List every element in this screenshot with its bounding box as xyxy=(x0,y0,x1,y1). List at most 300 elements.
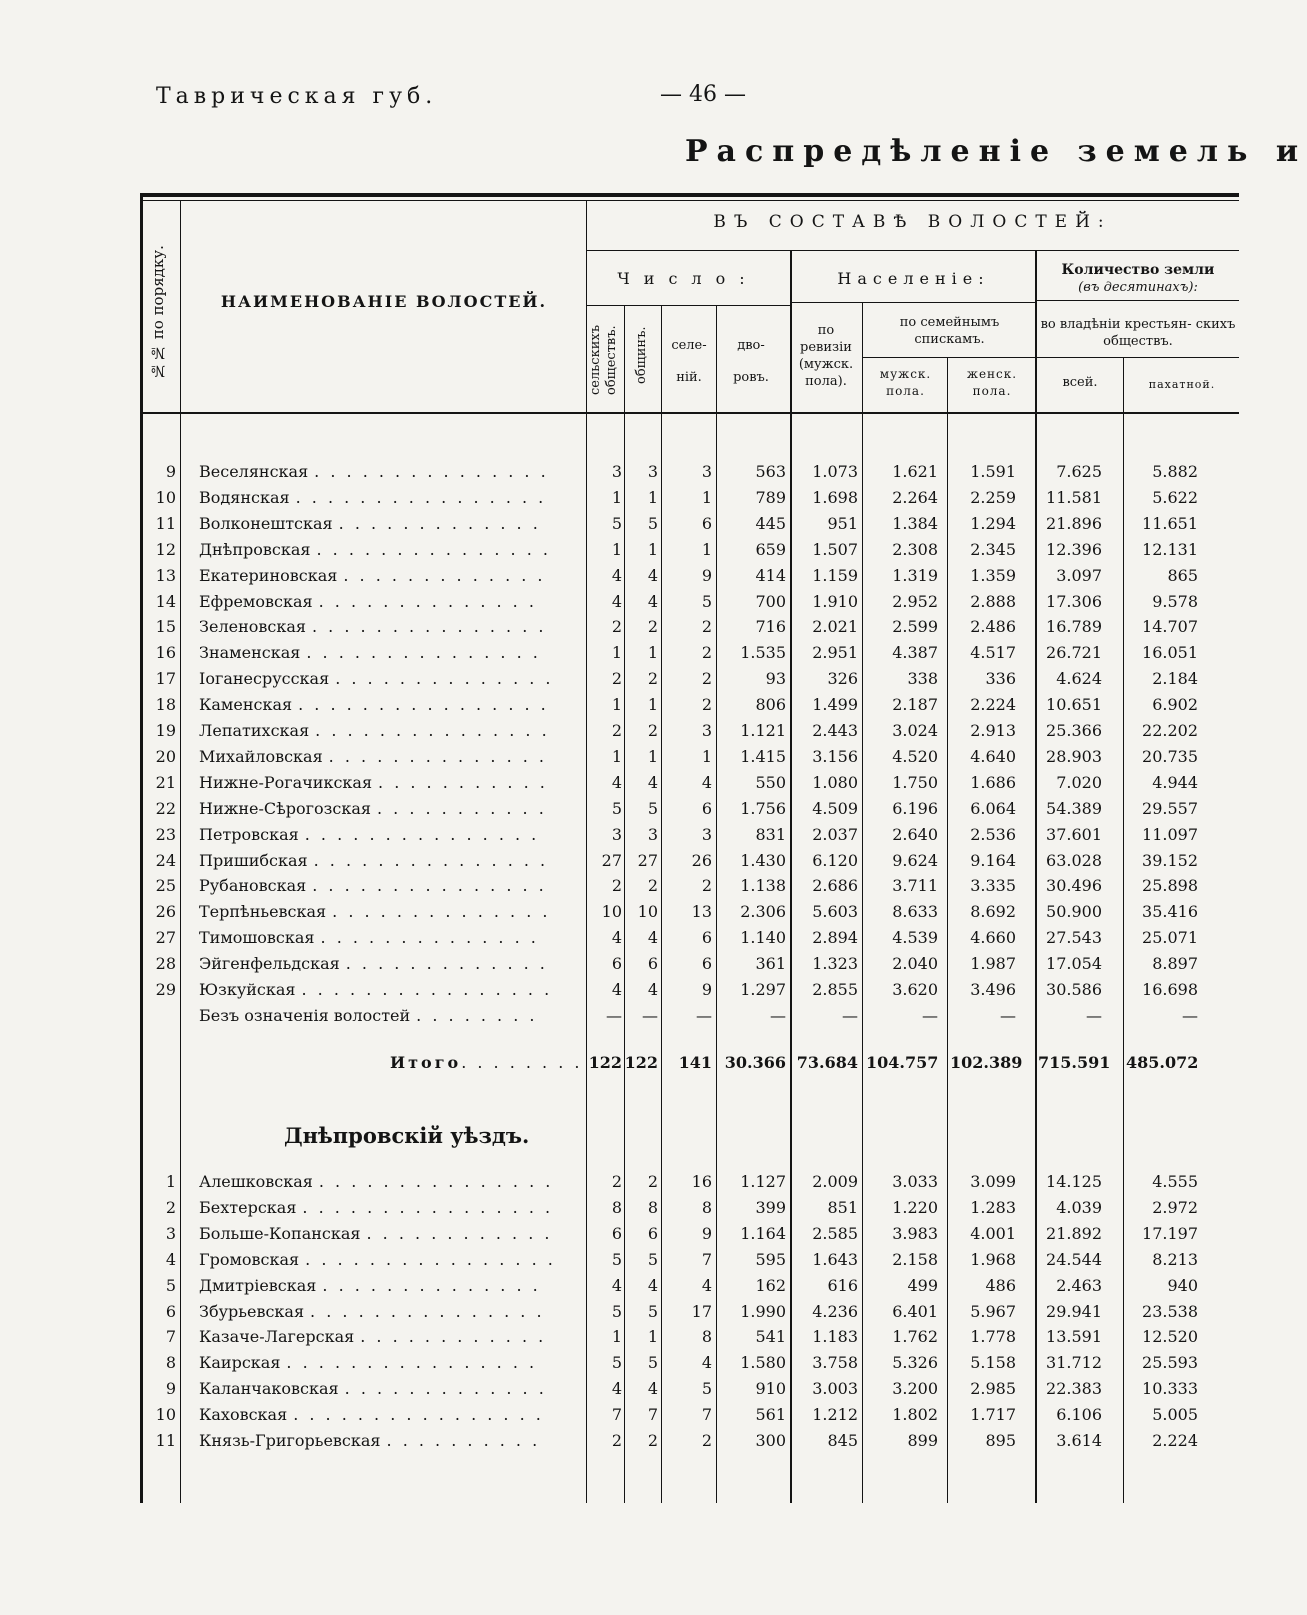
cell-vs: 2.463 xyxy=(1056,1275,1102,1295)
cell-so: 3 xyxy=(611,824,622,844)
table-row xyxy=(146,872,1239,898)
cell-m: 499 xyxy=(907,1275,938,1295)
volost-name xyxy=(199,514,579,533)
table-row xyxy=(146,639,1239,665)
cell-dv: 700 xyxy=(755,591,786,611)
cell-se: 2 xyxy=(701,695,712,715)
cell-so: 7 xyxy=(611,1405,622,1425)
leader-dots: . . . . . . . . . . . . . xyxy=(345,954,548,974)
cell-se: 3 xyxy=(701,462,712,481)
cell-pa: 10.333 xyxy=(1142,1379,1198,1399)
volost-name-text: Екатериновская xyxy=(199,565,338,585)
volost-name xyxy=(199,1431,579,1450)
cell-z: 4.640 xyxy=(970,746,1016,766)
cell-rev: 3.156 xyxy=(812,746,858,766)
cell-vs: 63.028 xyxy=(1046,850,1102,870)
volost-name-text: Лепатихская xyxy=(199,721,310,740)
cell-vs: 54.389 xyxy=(1046,798,1102,818)
row-number: 21 xyxy=(155,772,176,792)
cell-dv: 789 xyxy=(755,487,786,507)
cell-z: 6.064 xyxy=(970,798,1016,818)
cell-ob: 10 xyxy=(637,902,658,922)
total-m: 104.757 xyxy=(866,1053,939,1072)
cell-so: 1 xyxy=(611,1327,622,1347)
table-row xyxy=(146,1002,1239,1028)
cell-ob: 5 xyxy=(647,1249,658,1269)
cell-vs: 4.624 xyxy=(1056,669,1102,689)
cell-vs: 30.496 xyxy=(1046,876,1102,896)
cell-dv: 300 xyxy=(755,1431,786,1450)
volost-name xyxy=(199,1353,579,1372)
cell-so: 1 xyxy=(611,746,622,766)
volost-name xyxy=(199,592,579,611)
cell-dv: 831 xyxy=(755,824,786,844)
cell-ob: 4 xyxy=(647,772,658,792)
naselenie-sub-rule xyxy=(790,302,1035,303)
group-header: ВЪ СОСТАВѢ ВОЛОСТЕЙ: xyxy=(713,212,1112,232)
table-row xyxy=(146,924,1239,950)
cell-dv: 1.297 xyxy=(740,980,786,999)
row-number: 3 xyxy=(165,1223,176,1243)
volost-name-text: Нижне-Сѣрогозская xyxy=(199,798,371,818)
cell-dv: 361 xyxy=(755,954,786,974)
cell-z: 2.913 xyxy=(970,721,1016,740)
cell-z: 8.692 xyxy=(970,902,1016,922)
table-row xyxy=(146,795,1239,821)
cell-m: 899 xyxy=(907,1431,938,1450)
cell-dv: 445 xyxy=(755,513,786,533)
cell-pa: 9.578 xyxy=(1152,591,1198,611)
volost-name xyxy=(199,1250,579,1269)
cell-so: 5 xyxy=(611,798,622,818)
cell-pa: 39.152 xyxy=(1142,850,1198,870)
cell-rev: 1.323 xyxy=(812,954,858,974)
table-top-rule xyxy=(140,193,1239,197)
table-row xyxy=(146,588,1239,614)
cell-se: 1 xyxy=(701,746,712,766)
volost-name-text: Зеленовская xyxy=(199,617,306,637)
cell-so: 4 xyxy=(611,928,622,948)
volost-name xyxy=(199,1276,579,1295)
cell-so: 2 xyxy=(611,876,622,896)
cell-ob: 6 xyxy=(647,954,658,974)
cell-se: 6 xyxy=(701,513,712,533)
volost-name xyxy=(199,1224,579,1243)
table-row xyxy=(146,821,1239,847)
volost-name-text: Петровская xyxy=(199,824,299,844)
col-header-seleniy: селе- ній. xyxy=(671,338,707,385)
cell-z: 4.660 xyxy=(970,928,1016,948)
cell-vs: 13.591 xyxy=(1046,1327,1102,1347)
volost-name xyxy=(199,1379,579,1398)
leader-dots: . . . . . . . . . . . . . . . xyxy=(311,617,547,637)
cell-z: 1.591 xyxy=(970,462,1016,481)
cell-pa: 25.593 xyxy=(1142,1353,1198,1373)
cell-so: 1 xyxy=(611,695,622,715)
col-header-dvorov: дво- ровъ. xyxy=(733,338,769,385)
cell-m: — xyxy=(922,1005,938,1025)
volost-name-text: Терпѣньевская xyxy=(199,902,327,922)
row-number: 29 xyxy=(155,980,176,999)
row-number: 19 xyxy=(155,721,176,740)
cell-vs: 14.125 xyxy=(1046,1172,1102,1191)
cell-rev: 2.585 xyxy=(812,1223,858,1243)
volost-name-text: Каирская xyxy=(199,1353,281,1373)
cell-z: 1.968 xyxy=(970,1249,1016,1269)
cell-m: 8.633 xyxy=(892,902,938,922)
col-header-vo-vladenii: во владѣніи крестьян- скихъ обществъ. xyxy=(1040,317,1236,349)
cell-m: 3.711 xyxy=(892,876,938,896)
cell-dv: 541 xyxy=(755,1327,786,1347)
cell-z: 4.517 xyxy=(970,643,1016,663)
table-row xyxy=(146,1427,1239,1453)
leader-dots: . . . . . . . . . . . . . . xyxy=(318,591,537,611)
cell-z: 2.985 xyxy=(970,1379,1016,1399)
row-number: 24 xyxy=(155,850,176,870)
volost-name xyxy=(199,617,579,636)
leader-dots: . . . . . . . . . . . . . . . xyxy=(314,462,549,481)
col-header-no: №№ по порядку. xyxy=(149,245,167,380)
cell-vs: 31.712 xyxy=(1046,1353,1102,1373)
table-row xyxy=(146,976,1239,1002)
cell-dv: 550 xyxy=(755,772,786,792)
cell-dv: 1.140 xyxy=(740,928,786,948)
cell-rev: 2.021 xyxy=(812,617,858,637)
cell-ob: 1 xyxy=(647,695,658,715)
header-bottom-rule xyxy=(140,412,1239,414)
volost-name-text: Днѣпровская xyxy=(199,539,311,559)
cell-rev: 2.951 xyxy=(812,643,858,663)
row-number: 20 xyxy=(155,746,176,766)
volost-name xyxy=(199,721,579,740)
row-number: 12 xyxy=(155,539,176,559)
cell-se: 6 xyxy=(701,798,712,818)
leader-dots: . . . . . . . . . . . xyxy=(378,772,548,792)
cell-rev: 1.643 xyxy=(812,1249,858,1269)
cell-m: 2.187 xyxy=(892,695,938,715)
cell-pa: 5.005 xyxy=(1152,1405,1198,1425)
volost-name xyxy=(199,902,579,921)
zemlya-unit: (въ десятинахъ): xyxy=(1078,280,1198,295)
cell-pa: 865 xyxy=(1167,565,1198,585)
page-number: — 46 — xyxy=(660,82,746,107)
volost-name-text: Больше-Копанская xyxy=(199,1223,361,1243)
leader-dots: . . . . . . . . . . . . . . . xyxy=(313,850,549,870)
volost-name xyxy=(199,1405,579,1424)
volost-name-text: Веселянская xyxy=(199,462,309,481)
cell-pa: 20.735 xyxy=(1142,746,1198,766)
cell-z: 5.158 xyxy=(970,1353,1016,1373)
cell-ob: 4 xyxy=(647,591,658,611)
row-number: 8 xyxy=(165,1353,176,1373)
cell-z: 1.359 xyxy=(970,565,1016,585)
leader-dots: . . . . . . . . . . . . . . . xyxy=(306,643,541,663)
cell-ob: 2 xyxy=(647,876,658,896)
cell-m: 2.308 xyxy=(892,539,938,559)
volost-name-text: Каменская xyxy=(199,695,293,715)
cell-vs: 24.544 xyxy=(1046,1249,1102,1269)
leader-dots: . . . . . . . . . . . . . . . . xyxy=(298,695,549,715)
table-row xyxy=(146,1323,1239,1349)
cell-rev: 5.603 xyxy=(812,902,858,922)
cell-pa: 2.224 xyxy=(1152,1431,1198,1450)
row-number: 26 xyxy=(155,902,176,922)
row-number: 25 xyxy=(155,876,176,896)
cell-se: 2 xyxy=(701,643,712,663)
volost-name-text: Казаче-Лагерская xyxy=(199,1327,355,1347)
row-number: 15 xyxy=(155,617,176,637)
volost-name xyxy=(199,1006,579,1025)
cell-z: 2.259 xyxy=(970,487,1016,507)
row-number: 5 xyxy=(165,1275,176,1295)
cell-dv: 1.127 xyxy=(740,1172,786,1191)
cell-rev: 6.120 xyxy=(812,850,858,870)
cell-z: 336 xyxy=(985,669,1016,689)
cell-dv: 563 xyxy=(755,462,786,481)
cell-dv: 806 xyxy=(755,695,786,715)
cell-so: 1 xyxy=(611,539,622,559)
volost-name-text: Збурьевская xyxy=(199,1301,305,1321)
total-label xyxy=(390,1053,582,1072)
leader-dots: . . . . . . . . . . . . . . . . xyxy=(301,980,553,999)
cell-rev: 851 xyxy=(827,1197,858,1217)
cell-rev: 4.509 xyxy=(812,798,858,818)
cell-pa: 25.898 xyxy=(1142,876,1198,896)
volost-name xyxy=(199,488,579,507)
cell-vs: 30.586 xyxy=(1046,980,1102,999)
cell-m: 6.196 xyxy=(892,798,938,818)
cell-so: 5 xyxy=(611,513,622,533)
row-number: 11 xyxy=(155,513,176,533)
cell-se: 4 xyxy=(701,772,712,792)
volost-name-text: Каховская xyxy=(199,1405,288,1425)
cell-so: 2 xyxy=(611,1172,622,1191)
cell-vs: 29.941 xyxy=(1046,1301,1102,1321)
cell-ob: — xyxy=(642,1005,658,1025)
row-number: 10 xyxy=(155,1405,176,1425)
leader-dots: . . . . . . . . . . . . . . . xyxy=(318,1172,554,1191)
leader-dots: . . . . . . . . . . . . . . xyxy=(322,1275,541,1295)
table-row xyxy=(146,743,1239,769)
total-dv: 30.366 xyxy=(724,1053,786,1072)
cell-pa: 6.902 xyxy=(1152,695,1198,715)
cell-m: 3.033 xyxy=(892,1172,938,1191)
cell-se: 9 xyxy=(701,565,712,585)
leader-dots: . . . . . . . . . . . . . . . xyxy=(312,876,547,896)
cell-so: 5 xyxy=(611,1353,622,1373)
volost-name-text: Водянская xyxy=(199,487,290,507)
cell-z: 486 xyxy=(985,1275,1016,1295)
cell-so: 4 xyxy=(611,1379,622,1399)
volost-name-text: Бехтерская xyxy=(199,1197,297,1217)
cell-vs: 4.039 xyxy=(1056,1197,1102,1217)
cell-se: 2 xyxy=(701,669,712,689)
leader-dots: . . . . . . . . . . . . . xyxy=(338,513,541,533)
leader-dots: . . . . . . . . . . . . . . . xyxy=(315,721,550,740)
cell-dv: 2.306 xyxy=(740,902,786,922)
row-number: 4 xyxy=(165,1249,176,1269)
cell-se: 5 xyxy=(701,591,712,611)
cell-se: 8 xyxy=(701,1327,712,1347)
total-label-text: Итого xyxy=(390,1053,462,1072)
cell-pa: 35.416 xyxy=(1142,902,1198,922)
cell-so: 5 xyxy=(611,1301,622,1321)
cell-vs: 50.900 xyxy=(1046,902,1102,922)
table-row xyxy=(146,665,1239,691)
cell-pa: 8.897 xyxy=(1152,954,1198,974)
cell-rev: 1.183 xyxy=(812,1327,858,1347)
cell-so: 6 xyxy=(611,954,622,974)
chislo-header: Число: xyxy=(617,269,759,288)
cell-pa: 14.707 xyxy=(1142,617,1198,637)
cell-pa: — xyxy=(1182,1005,1198,1025)
table-top-rule-thin xyxy=(140,200,1239,201)
cell-m: 2.040 xyxy=(892,954,938,974)
leader-dots: . . . . . . . . . . . . . . . xyxy=(304,824,540,844)
cell-m: 1.220 xyxy=(892,1197,938,1217)
cell-ob: 1 xyxy=(647,746,658,766)
cell-vs: 21.896 xyxy=(1046,513,1102,533)
cell-vs: 12.396 xyxy=(1046,539,1102,559)
cell-m: 1.802 xyxy=(892,1405,938,1425)
cell-pa: 4.555 xyxy=(1152,1172,1198,1191)
cell-ob: 5 xyxy=(647,513,658,533)
cell-so: 1 xyxy=(611,487,622,507)
cell-so: 8 xyxy=(611,1197,622,1217)
cell-se: 8 xyxy=(701,1197,712,1217)
cell-so: 2 xyxy=(611,721,622,740)
cell-dv: 1.164 xyxy=(740,1223,786,1243)
total-se: 141 xyxy=(678,1053,712,1072)
volost-name xyxy=(199,695,579,714)
col-header-sel-obshch: сельскихъ обществъ. xyxy=(588,325,619,395)
row-number: 14 xyxy=(155,591,176,611)
cell-rev: 3.758 xyxy=(812,1353,858,1373)
cell-so: 4 xyxy=(611,1275,622,1295)
cell-m: 338 xyxy=(907,669,938,689)
cell-ob: 1 xyxy=(647,487,658,507)
cell-ob: 2 xyxy=(647,721,658,740)
cell-dv: — xyxy=(770,1005,786,1025)
row-number: 23 xyxy=(155,824,176,844)
cell-pa: 5.882 xyxy=(1152,462,1198,481)
cell-ob: 4 xyxy=(647,980,658,999)
cell-se: 13 xyxy=(691,902,712,922)
cell-dv: 162 xyxy=(755,1275,786,1295)
cell-dv: 561 xyxy=(755,1405,786,1425)
cell-rev: 1.080 xyxy=(812,772,858,792)
table-row xyxy=(146,950,1239,976)
group-header-rule xyxy=(586,250,1239,251)
cell-ob: 1 xyxy=(647,539,658,559)
cell-se: 4 xyxy=(701,1275,712,1295)
cell-se: 2 xyxy=(701,876,712,896)
table-row xyxy=(146,717,1239,743)
table-row xyxy=(146,898,1239,924)
cell-m: 4.520 xyxy=(892,746,938,766)
cell-vs: 11.581 xyxy=(1046,487,1102,507)
volost-name-text: Дмитріевская xyxy=(199,1275,317,1295)
cell-ob: 4 xyxy=(647,1275,658,1295)
col-header-muzh: мужск. пола. xyxy=(879,367,932,398)
table-row xyxy=(146,1168,1239,1194)
cell-rev: 2.443 xyxy=(812,721,858,740)
cell-vs: 10.651 xyxy=(1046,695,1102,715)
cell-z: 5.967 xyxy=(970,1301,1016,1321)
cell-dv: 716 xyxy=(755,617,786,637)
row-number: 17 xyxy=(155,669,176,689)
cell-dv: 93 xyxy=(765,669,786,689)
cell-rev: 1.507 xyxy=(812,539,858,559)
cell-se: — xyxy=(696,1005,712,1025)
leader-dots: . . . . . . . . . . . . xyxy=(366,1223,553,1243)
cell-rev: 616 xyxy=(827,1275,858,1295)
cell-pa: 16.698 xyxy=(1142,980,1198,999)
cell-dv: 1.756 xyxy=(740,798,786,818)
zemlya-header: Количество земли xyxy=(1061,262,1215,278)
col-header-po-semeinym: по семейнымъ спискамъ. xyxy=(899,315,1000,347)
table-row xyxy=(146,458,1239,484)
cell-se: 7 xyxy=(701,1249,712,1269)
cell-vs: 22.383 xyxy=(1046,1379,1102,1399)
leader-dots: . . . . . . . . . . . . xyxy=(360,1327,547,1347)
cell-pa: 17.197 xyxy=(1142,1223,1198,1243)
volost-name xyxy=(199,643,579,662)
cell-ob: 8 xyxy=(647,1197,658,1217)
table-row xyxy=(146,536,1239,562)
cell-se: 4 xyxy=(701,1353,712,1373)
leader-dots: . . . . . . . . . . . . . . . . xyxy=(295,487,547,507)
volost-name xyxy=(199,566,579,585)
cell-vs: 3.614 xyxy=(1056,1431,1102,1450)
leader-dots: . . . . . . . . . . . . . . xyxy=(320,928,539,948)
cell-m: 2.264 xyxy=(892,487,938,507)
cell-se: 3 xyxy=(701,824,712,844)
cell-m: 6.401 xyxy=(892,1301,938,1321)
volost-name xyxy=(199,1172,579,1191)
cell-m: 1.762 xyxy=(892,1327,938,1347)
total-dots: . . . . . . . . xyxy=(461,1053,583,1072)
cell-ob: 2 xyxy=(647,617,658,637)
semeinym-sub-rule xyxy=(862,357,1035,358)
cell-rev: 951 xyxy=(827,513,858,533)
leader-dots: . . . . . . . . . . . . . xyxy=(343,565,546,585)
cell-m: 5.326 xyxy=(892,1353,938,1373)
volost-name xyxy=(199,747,579,766)
col-header-pakhatnoy: пахатной. xyxy=(1148,378,1216,391)
cell-ob: 2 xyxy=(647,1172,658,1191)
cell-rev: 2.009 xyxy=(812,1172,858,1191)
cell-so: 4 xyxy=(611,980,622,999)
cell-dv: 399 xyxy=(755,1197,786,1217)
cell-vs: 27.543 xyxy=(1046,928,1102,948)
volost-name-text: Юзкуйская xyxy=(199,980,296,999)
row-number: 2 xyxy=(165,1197,176,1217)
cell-rev: 4.236 xyxy=(812,1301,858,1321)
cell-m: 3.200 xyxy=(892,1379,938,1399)
cell-z: 895 xyxy=(985,1431,1016,1450)
cell-se: 6 xyxy=(701,954,712,974)
cell-dv: 1.138 xyxy=(740,876,786,896)
cell-rev: 2.686 xyxy=(812,876,858,896)
cell-rev: 845 xyxy=(827,1431,858,1450)
cell-z: 1.987 xyxy=(970,954,1016,974)
volost-name xyxy=(199,1198,579,1217)
cell-ob: 4 xyxy=(647,928,658,948)
total-ob: 122 xyxy=(624,1053,658,1072)
cell-pa: 2.972 xyxy=(1152,1197,1198,1217)
leader-dots: . . . . . . . . . . . . . . xyxy=(332,902,551,922)
